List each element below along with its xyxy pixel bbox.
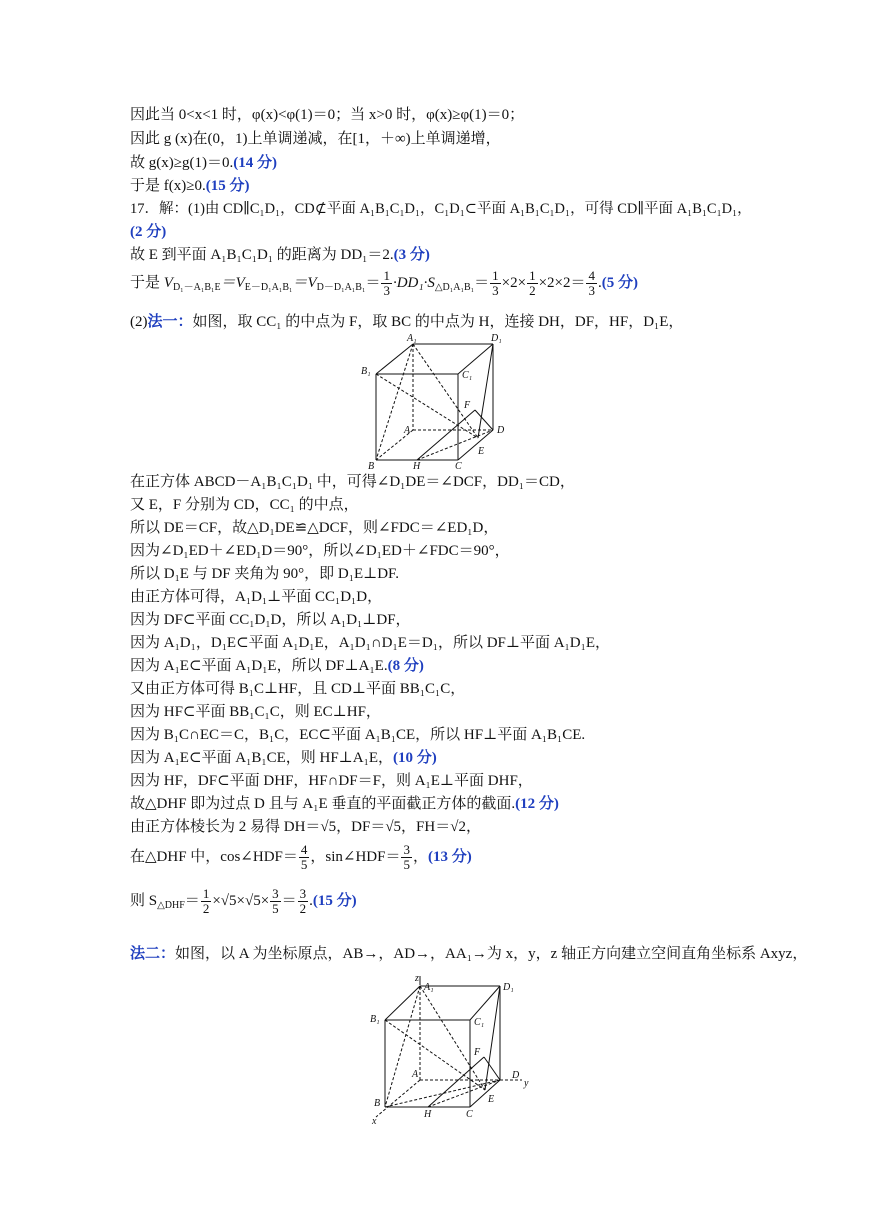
text-line: 因此当 0<x<1 时，φ(x)<φ(1)＝0；当 x>0 时，φ(x)≥φ(1)＝0； xyxy=(130,107,525,123)
area-formula: 则 $S_{\triangle DHF}=$ $\frac{1}{2}$ ×√5×√5× $\frac{3}{5}$ ＝ $\frac{3}{2}$ .(15 分) xyxy=(130,886,357,917)
score-label: (13 分) xyxy=(427,849,472,865)
text-line: 由正方体棱长为 2 易得 DH＝√5，DF＝√5，FH＝√2， xyxy=(130,819,481,835)
text-line: 因为 HF，DF⊂平面 DHF，HF∩DF＝F，则 A₁E⊥平面 DHF， xyxy=(130,773,533,789)
label-x: x xyxy=(372,1116,377,1127)
text-line: 因为 A₁E⊂平面 A₁B₁CE，则 HF⊥A₁E，(10 分) xyxy=(130,750,437,766)
cos-sin-formula: 在△DHF 中，cos∠HDF＝ $\frac{4}{5}$ ，sin∠HDF＝ $\frac{3}{5}$ ，(13 分) xyxy=(130,842,472,873)
text-line: 故△DHF 即为过点 D 且与 A₁E 垂直的平面截正方体的截面.(12 分) xyxy=(130,796,559,812)
label-z: z xyxy=(415,973,419,984)
score-label: (2 分) xyxy=(130,224,167,240)
text-line: 因为 A₁E⊂平面 A₁D₁E，所以 DF⊥A₁E.(8 分) xyxy=(130,658,424,674)
score-label: (15 分) xyxy=(205,178,250,194)
label-B: B xyxy=(374,1098,381,1109)
label-D1: D₁ xyxy=(491,333,502,344)
text-line: 由正方体可得，A₁D₁⊥平面 CC₁D₁D， xyxy=(130,589,383,605)
label-E: E xyxy=(478,446,485,457)
score-label: (10 分) xyxy=(393,750,437,766)
cube-figure-1 xyxy=(358,332,518,472)
score-label: (12 分) xyxy=(515,796,559,812)
score-label: (8 分) xyxy=(387,658,424,674)
label-F: F xyxy=(474,1047,481,1058)
text-line: (2)法一：如图，取 CC₁ 的中点为 F，取 BC 的中点为 H，连接 DH，DF，HF，D₁E， xyxy=(130,314,684,330)
label-D: D xyxy=(497,425,505,436)
method-label: 法一： xyxy=(147,314,193,330)
cube-figure-2 xyxy=(360,972,540,1127)
text-line: 故 E 到平面 A₁B₁C₁D₁ 的距离为 DD₁＝2.(3 分) xyxy=(130,247,430,263)
fraction: $\frac{1}{2}$ xyxy=(202,886,210,917)
text-line: 故 g(x)≥g(1)＝0.(14 分) xyxy=(130,155,277,171)
fraction: $\frac{4}{5}$ xyxy=(300,842,308,873)
label-A: A xyxy=(404,425,411,436)
label-B1: B₁ xyxy=(370,1014,380,1025)
text-line: 在正方体 ABCD－A₁B₁C₁D₁ 中，可得∠D₁DE＝∠DCF，DD₁＝CD， xyxy=(130,474,575,490)
text-line: 因为 HF⊂平面 BB₁C₁C，则 EC⊥HF， xyxy=(130,704,381,720)
score-label: (5 分) xyxy=(601,275,638,291)
label-A1: A₁ xyxy=(407,333,417,344)
text-line xyxy=(130,221,810,243)
fraction: $\frac{4}{3}$ xyxy=(588,268,595,299)
label-C1: C₁ xyxy=(462,370,473,381)
fraction: $\frac{3}{5}$ xyxy=(272,886,279,917)
text-line: 因为 DF⊂平面 CC₁D₁D，所以 A₁D₁⊥DF， xyxy=(130,612,411,628)
fraction: $\frac{3}{2}$ xyxy=(299,886,307,917)
text-line: 所以 D₁E 与 DF 夹角为 90°，即 D₁E⊥DF. xyxy=(130,566,399,582)
method-label: 法二： xyxy=(130,946,176,962)
fraction: $\frac{1}{3}$ xyxy=(383,268,390,299)
label-E: E xyxy=(488,1094,495,1105)
fraction: $\frac{1}{3}$ xyxy=(492,268,499,299)
score-label: (14 分) xyxy=(233,155,277,171)
text-line: 所以 DE＝CF，故△D₁DE≌△DCF，则∠FDC＝∠ED₁D， xyxy=(130,520,499,536)
label-D: D xyxy=(512,1070,520,1081)
label-A1: A₁ xyxy=(424,982,434,993)
score-label: (15 分) xyxy=(312,893,357,909)
text-line: 又由正方体可得 B₁C⊥HF，且 CD⊥平面 BB₁C₁C， xyxy=(130,681,466,697)
label-B1: B₁ xyxy=(361,366,371,377)
score-label: (3 分) xyxy=(393,247,430,263)
problem-17-line: 17．解：(1)由 CD∥C₁D₁，CD⊄平面 A₁B₁C₁D₁，C₁D₁⊂平面 A₁B₁C₁D₁，可得 CD∥平面 A₁B₁C₁D₁， xyxy=(130,201,752,217)
label-H: H xyxy=(424,1109,432,1120)
label-D1: D₁ xyxy=(503,982,514,993)
label-B: B xyxy=(368,461,375,472)
text-line: 因为 A₁D₁，D₁E⊂平面 A₁D₁E，A₁D₁∩D₁E＝D₁，所以 DF⊥平面 A₁D₁E， xyxy=(130,635,611,651)
label-y: y xyxy=(524,1078,529,1089)
label-C: C xyxy=(455,461,462,472)
label-H: H xyxy=(413,461,421,472)
label-A: A xyxy=(412,1069,419,1080)
fraction: $\frac{1}{2}$ xyxy=(529,268,536,299)
volume-formula: 于是 $V_{D_1-A_1B_1E}=V_{E-D_1A_1B_1}=V_{D-D_1A_1B_1}=$ $\frac{1}{3}$ $\cdot DD_1\cdot S_{\triangle D_1A_1B_1}=$ $\frac{1}{3}$ ×2× $\frac{1}{2}$ ×2×2＝ $\frac{4}{3}$ .(5 分) xyxy=(130,268,638,299)
text-line: 又 E，F 分别为 CD，CC₁ 的中点， xyxy=(130,497,359,513)
text-line: 因为∠D₁ED＋∠ED₁D＝90°，所以∠D₁ED＋∠FDC＝90°， xyxy=(130,543,510,559)
text-line: 因此 g (x)在(0，1)上单调递减，在[1，＋∞)上单调递增， xyxy=(130,131,501,147)
method-2-line: 法二：如图，以 A 为坐标原点，AB→，AD→，AA₁→为 x，y，z 轴正方向建立空间直角坐标系 Axyz， xyxy=(130,946,808,962)
fraction: $\frac{3}{5}$ xyxy=(403,842,410,873)
text-line: 于是 f(x)≥0.(15 分) xyxy=(130,178,250,194)
label-C1: C₁ xyxy=(474,1017,485,1028)
label-C: C xyxy=(466,1109,473,1120)
label-F: F xyxy=(464,400,471,411)
text-line: 因为 B₁C∩EC＝C，B₁C，EC⊂平面 A₁B₁CE，所以 HF⊥平面 A₁B₁CE. xyxy=(130,727,586,743)
